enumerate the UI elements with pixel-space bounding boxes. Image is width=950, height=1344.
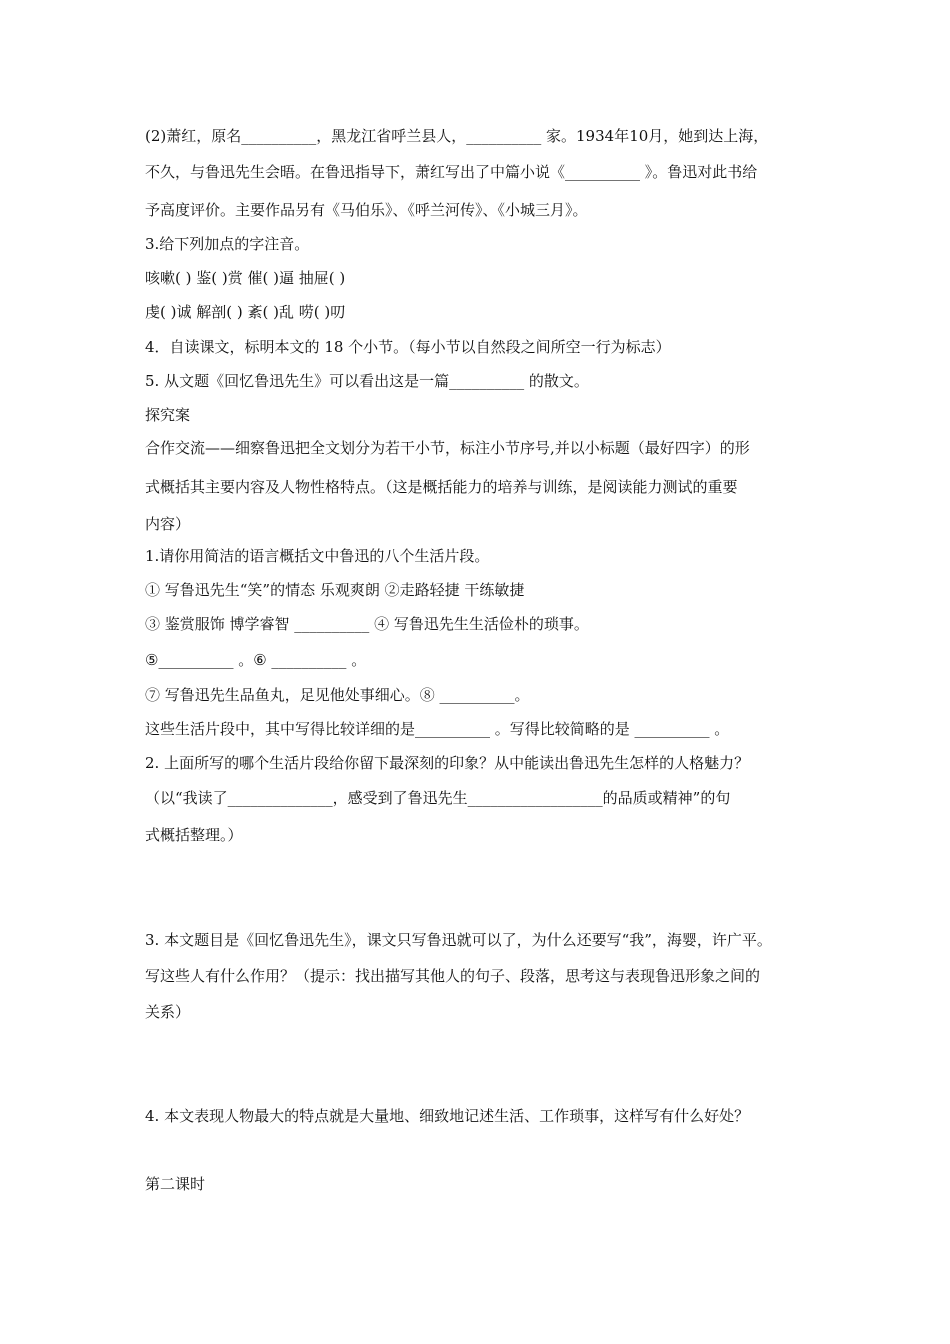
exercise-3-line-2: 写这些人有什么作用？（提示：找出描写其他人的句子、段落，思考这与表现鲁迅形象之间的 xyxy=(145,967,761,985)
question-2-line-2: 不久，与鲁迅先生会晤。在鲁迅指导下，萧红写出了中篇小说《__________ 》。鲁迅对此书给 xyxy=(145,163,758,181)
exercise-1-item-3: ⑤__________ 。⑥ __________ 。 xyxy=(145,651,367,669)
section-title: 探究案 xyxy=(145,406,191,424)
exercise-1-title: 1.请你用简洁的语言概括文中鲁迅的八个生活片段。 xyxy=(145,547,490,565)
question-3-title: 3.给下列加点的字注音。 xyxy=(145,235,310,253)
question-3-row-1: 咳嗽( ) 鉴( )赏 催( )逼 抽屉( ) xyxy=(145,269,346,287)
question-2-line-1: (2)萧红，原名__________，黑龙江省呼兰县人，__________ 家。1934年10月，她到达上海， xyxy=(145,127,769,145)
question-4: 4．自读课文，标明本文的 18 个小节。（每小节以自然段之间所空一行为标志） xyxy=(145,338,671,356)
exercise-2-line-2: （以“我读了______________，感受到了鲁迅先生__________________的品质或精神”的句 xyxy=(145,789,731,807)
exercise-1-item-4: ⑦ 写鲁迅先生品鱼丸，足见他处事细心。⑧ __________。 xyxy=(145,686,530,704)
exercise-1-item-1: ① 写鲁迅先生“笑”的情态 乐观爽朗 ②走路轻捷 干练敏捷 xyxy=(145,581,525,599)
exercise-2-line-1: 2. 上面所写的哪个生活片段给你留下最深刻的印象？从中能读出鲁迅先生怎样的人格魅力？ xyxy=(145,754,750,772)
cooperation-line-3: 内容） xyxy=(145,515,191,533)
cooperation-line-1: 合作交流——细察鲁迅把全文划分为若干小节，标注小节序号,并以小标题（最好四字）的形 xyxy=(145,439,750,457)
exercise-1-item-2: ③ 鉴赏服饰 博学睿智 __________ ④ 写鲁迅先生生活俭朴的琐事。 xyxy=(145,615,589,633)
exercise-3-line-3: 关系） xyxy=(145,1003,191,1021)
question-5: 5. 从文题《回忆鲁迅先生》可以看出这是一篇__________ 的散文。 xyxy=(145,372,589,390)
exercise-4: 4. 本文表现人物最大的特点就是大量地、细致地记述生活、工作琐事，这样写有什么好处？ xyxy=(145,1107,750,1125)
cooperation-line-2: 式概括其主要内容及人物性格特点。（这是概括能力的培养与训练，是阅读能力测试的重要 xyxy=(145,478,738,496)
question-3-row-2: 虔( )诚 解剖( ) 紊( )乱 唠( )叨 xyxy=(145,303,346,321)
lesson-2-heading: 第二课时 xyxy=(145,1175,206,1193)
exercise-1-item-5: 这些生活片段中，其中写得比较详细的是__________ 。写得比较简略的是 __________ 。 xyxy=(145,720,730,738)
exercise-2-line-3: 式概括整理。） xyxy=(145,826,243,844)
exercise-3-line-1: 3. 本文题目是《回忆鲁迅先生》，课文只写鲁迅就可以了，为什么还要写“我”，海婴，许广平。 xyxy=(145,931,772,949)
question-2-line-3: 予高度评价。主要作品另有《马伯乐》、《呼兰河传》、《小城三月》。 xyxy=(145,201,588,219)
